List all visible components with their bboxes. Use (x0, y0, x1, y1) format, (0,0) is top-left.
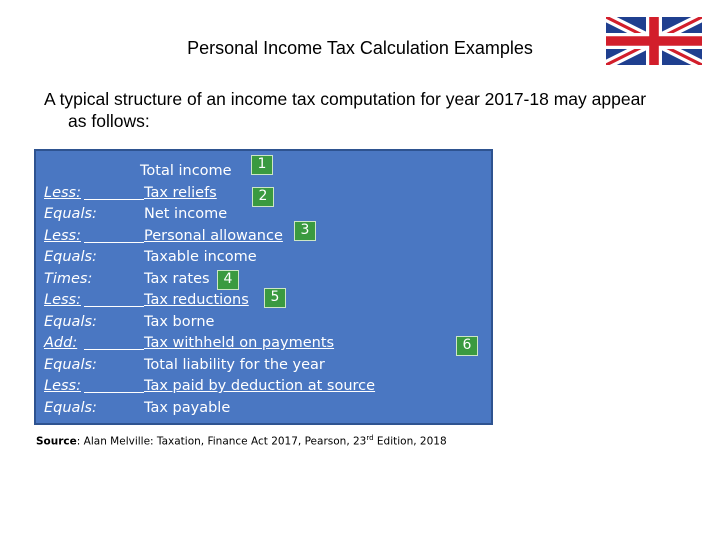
underline-gap (84, 242, 144, 243)
intro-line-2: as follows: (68, 111, 150, 131)
computation-operator: Equals: (44, 313, 97, 330)
computation-operator: Less: (44, 184, 81, 201)
source-label: Source (36, 435, 77, 448)
computation-item: Tax paid by deduction at source (144, 378, 376, 394)
computation-item: Tax reliefs (144, 184, 217, 201)
computation-operator: Add: (44, 335, 78, 351)
underline-gap (84, 349, 144, 350)
computation-operator: Equals: (44, 356, 97, 373)
source-sup: rd (366, 434, 374, 442)
underline-gap (84, 306, 144, 307)
slide-title: Personal Income Tax Calculation Examples (187, 38, 533, 58)
computation-item: Tax borne (144, 313, 215, 330)
computation-operator: Equals: (44, 399, 97, 416)
computation-operator: Equals: (44, 206, 97, 222)
computation-operator: Less: (44, 378, 81, 394)
source-citation (36, 434, 447, 448)
badge-6: 6 (456, 336, 478, 356)
badge-1: 1 (251, 155, 273, 175)
computation-item: Tax withheld on payments (144, 335, 335, 351)
underline-gap (84, 392, 144, 393)
source-text-end: Edition, 2018 (373, 435, 447, 448)
computation-operator: Times: (44, 270, 93, 287)
computation-operator: Equals: (44, 249, 97, 265)
computation-item: Net income (144, 206, 228, 222)
uk-flag-icon (606, 17, 702, 65)
badge-5: 5 (264, 288, 286, 308)
intro-line-1: A typical structure of an income tax computation for year 2017-18 may appear (44, 89, 647, 109)
computation-operator: Less: (44, 227, 81, 244)
computation-item: Taxable income (144, 249, 257, 265)
underline-gap (84, 199, 144, 200)
source-text: : Alan Melville: Taxation, Finance Act 2017, Pearson, 23 (76, 435, 367, 448)
computation-item: Tax payable (144, 399, 231, 416)
computation-item: Tax rates (144, 270, 210, 287)
badge-2: 2 (252, 187, 274, 207)
computation-item: Total liability for the year (144, 356, 325, 373)
computation-operator: Less: (44, 292, 81, 308)
badge-3: 3 (294, 221, 316, 241)
computation-item: Tax reductions (144, 292, 249, 308)
computation-item: Total income (140, 163, 232, 179)
badge-4: 4 (217, 270, 239, 290)
intro-text (44, 88, 680, 132)
computation-item: Personal allowance (144, 227, 283, 244)
